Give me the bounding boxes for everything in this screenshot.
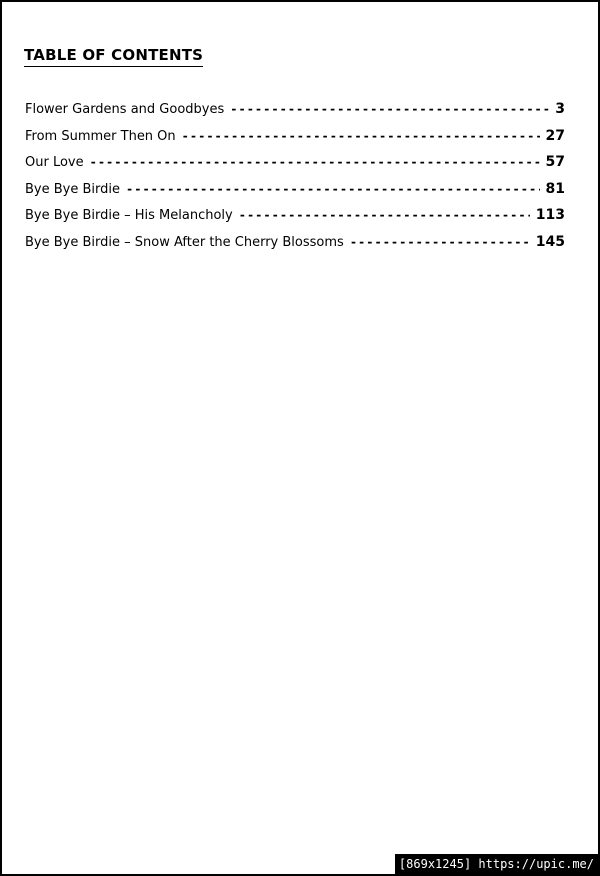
toc-entry-page: 3 <box>555 101 565 117</box>
toc-entry <box>25 205 565 232</box>
toc-entry-title: Flower Gardens and Goodbyes <box>25 102 225 117</box>
toc-dash-leader <box>230 99 549 119</box>
toc-entry-page: 27 <box>545 127 565 144</box>
toc-entry-title: Bye Bye Birdie – Snow After the Cherry Blossoms <box>25 234 344 250</box>
toc-entry-title: From Summer Then On <box>25 128 176 144</box>
toc-dash-leader <box>126 179 540 199</box>
toc-heading: TABLE OF CONTENTS <box>24 46 203 67</box>
toc-entry-page: 113 <box>535 207 565 223</box>
toc-entry <box>25 99 565 126</box>
toc-entry-page: 145 <box>535 233 565 250</box>
toc-entry <box>25 126 565 153</box>
toc-entry-title: Bye Bye Birdie <box>25 181 120 197</box>
toc-entry-title: Our Love <box>25 155 84 170</box>
toc-dash-leader <box>182 126 540 146</box>
toc-entry <box>25 232 565 259</box>
toc-entry <box>25 179 565 206</box>
image-host-watermark: [869x1245] https://upic.me/ <box>395 854 598 874</box>
toc-entry-page: 81 <box>545 180 565 197</box>
toc-dash-leader <box>90 152 540 172</box>
toc-entry-page: 57 <box>545 154 565 170</box>
toc-entry-title: Bye Bye Birdie – His Melancholy <box>25 208 233 223</box>
toc-dash-leader <box>350 232 530 252</box>
toc-entry <box>25 152 565 179</box>
toc-dash-leader <box>239 205 530 225</box>
toc-list <box>25 99 565 258</box>
